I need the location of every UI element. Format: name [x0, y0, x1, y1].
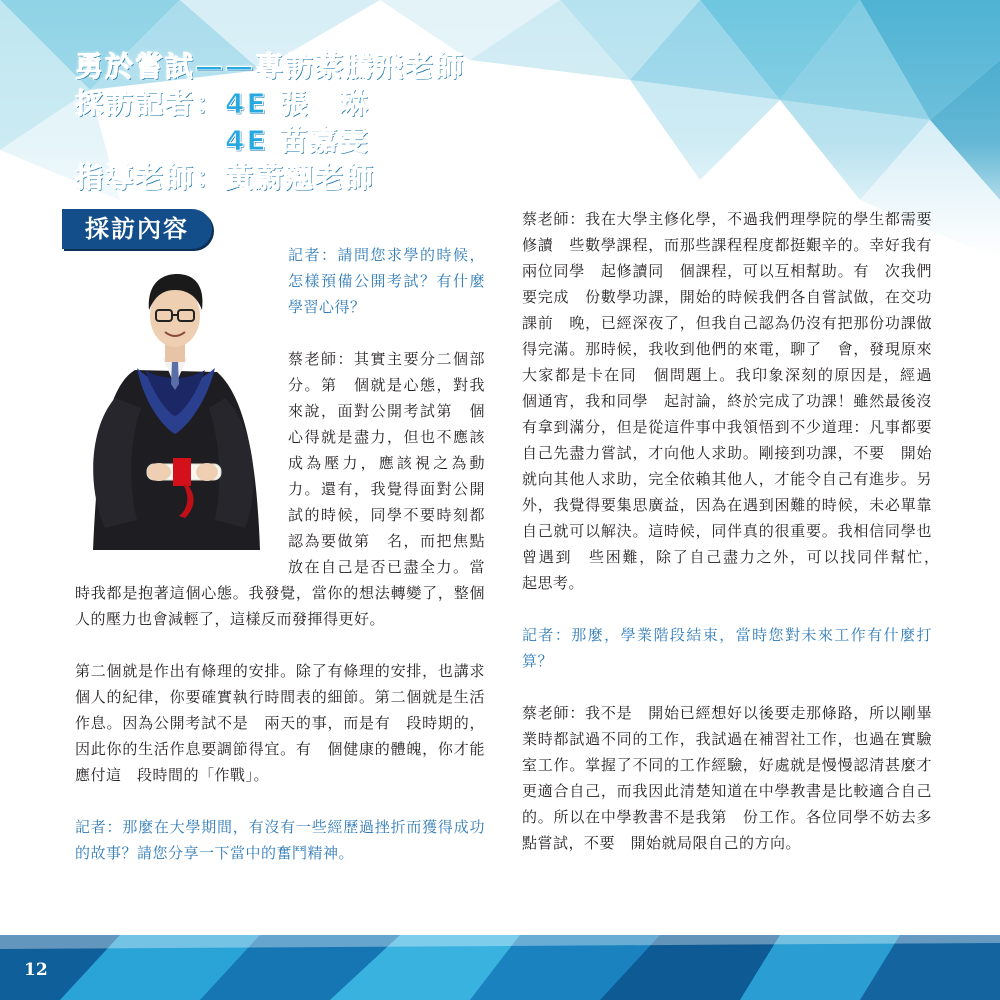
- photo-wrap-spacer: [75, 242, 288, 560]
- question-1: 記者：請問您求學的時候，怎樣預備公開考試？有什麼學習心得？: [288, 246, 485, 316]
- reporter-line-2: 4E 苗嘉雯: [225, 124, 370, 157]
- reporter-line: 採訪記者：4E 張 琳: [75, 87, 370, 120]
- right-text-column: [522, 206, 948, 882]
- answer-3: 蔡老師：我在大學主修化學，不過我們理學院的學生都需要修讀 些數學課程，而那些課程程度都挺艱辛的。幸好我有兩位同學 起修讀同 個課程，可以互相幫助。有 次我們要完成 份數學功課，開始的時候我們各自嘗試做，在交功課前 晚，已經深夜了，但我自己認為仍沒有把那份功課做得完滿。那時候，我收到他們的來電，聊了 會，發現原來大家都是卡在同 個問題上。我印象深刻的原因是，經過 個通宵，我和同學 起討論，終於完成了功課！雖然最後沒有拿到滿分，但是從這件事中我領悟到不少道理：凡事都要自己先盡力嘗試，才向他人求助。剛接到功課，不要 開始就向其他人求助，完全依賴其他人，才能令自己有進步。另外，我覺得要集思廣益，因為在遇到困難的時候，未必單靠自己就可以解決。這時候，同伴真的很重要。我相信同學也曾遇到 些困難，除了自己盡力之外，可以找同伴幫忙， 起思考。: [522, 210, 948, 592]
- article-title-block: [75, 48, 465, 196]
- answer-4: 蔡老師：我不是 開始已經想好以後要走那條路，所以剛畢業時都試過不同的工作，我試過在補習社工作，也過在實驗室工作。掌握了不同的工作經驗，好處就是慢慢認清甚麼才更適合自己，而我因此清楚知道在中學教書是比較適合自己的。所以在中學教書不是我第 份工作。各位同學不妨去多點嘗試，不要 開始就局限自己的方向。: [522, 704, 932, 852]
- article-headline: 勇於嘗試——專訪蔡騰飛老師: [75, 50, 466, 83]
- answer-2: 第二個就是作出有條理的安排。除了有條理的安排，也講求個人的紀律，你要確實執行時間表的細節。第二個就是生活作息。因為公開考試不是 兩天的事，而是有 段時期的，因此你的生活作息要調節得宜。有 個健康的體魄，你才能應付這 段時間的「作戰」。: [75, 662, 485, 784]
- page-number: 12: [24, 960, 48, 980]
- interview-content-tag: 採訪內容: [62, 209, 212, 249]
- polygon-background-bottom: [0, 935, 1000, 1000]
- question-2: 記者：那麼在大學期間，有沒有一些經歷過挫折而獲得成功的故事？請您分享一下當中的奮鬥精神。: [75, 818, 485, 862]
- question-3: 記者：那麼，學業階段結束，當時您對未來工作有什麼打算？: [522, 626, 932, 670]
- answer-1: 蔡老師：其實主要分二個部分。第 個就是心態，對我來說，面對公開考試第 個心得就是盡力，但也不應該成為壓力，應該視之為動力。還有，我覺得面對公開試的時候，同學不要時刻都認為要做第 名，而把焦點放在自己是否已盡全力。當時我都是抱著這個心態。我發覺，當你的想法轉變了，整個人的壓力也會減輕了，這樣反而發揮得更好。: [75, 350, 485, 628]
- advisor-line: 指導老師：黃蔚翹老師: [75, 161, 376, 194]
- left-text-column: [75, 242, 485, 892]
